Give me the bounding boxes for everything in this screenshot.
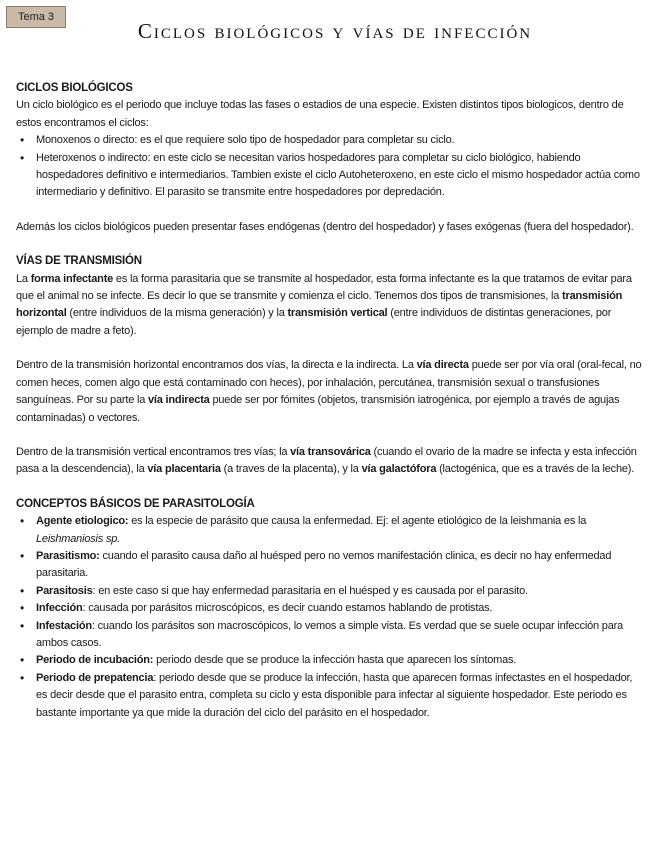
section-heading-conceptos: CONCEPTOS BÁSICOS DE PARASITOLOGÍA (16, 497, 255, 510)
document-body (16, 80, 642, 722)
list-item: • Heteroxenos o indirecto: en este ciclo se necesitan varios hospedadores para completar su ciclo biológico, habiendo hospedadores definitivo e intermediarios. Tambien existe el ciclo Autoheteroxeno, en este ciclo el mismo hospedador actúa como intermediario y definitivo. El parasito se transmite entre hospedadores por depredación. (16, 150, 642, 202)
conceptos-list (16, 513, 642, 722)
ciclos-list (16, 132, 642, 202)
list-item: • Agente etiologico: es la especie de parásito que causa la enfermedad. Ej: el agente etiológico de la leishmania es la Leishmaniosis sp. (16, 513, 642, 548)
list-item: • Monoxenos o directo: es el que requiere solo tipo de hospedador para completar su ciclo. (16, 132, 642, 149)
vias-paragraph-3: Dentro de la transmisión vertical encontramos tres vías; la vía transovárica (cuando el ovario de la madre se infecta y esta infección pasa a la descendencia), la vía placentaria (a traves de la placenta), y la vía galactófora (lactogénica, que es a través de la leche). (16, 445, 637, 476)
ciclos-intro: Un ciclo biológico es el periodo que incluye todas las fases o estadios de una especie. Existen distintos tipos biologicos, dentro de estos encontramos el ciclos: (16, 99, 624, 129)
list-item: • Periodo de incubación: periodo desde que se produce la infección hasta que aparecen los síntomas. (16, 652, 642, 669)
topic-tag: Tema 3 (6, 6, 66, 28)
section-heading-ciclos: CICLOS BIOLÓGICOS (16, 82, 133, 94)
list-item: • Infección: causada por parásitos microscópicos, es decir cuando estamos hablando de protistas. (16, 600, 642, 617)
ciclos-extra: Además los ciclos biológicos pueden presentar fases endógenas (dentro del hospedador) y fases exógenas (fuera del hospedador). (16, 220, 634, 233)
vias-paragraph-1: La forma infectante es la forma parasitaria que se transmite al hospedador, esta forma infectante es la que tratamos de evitar para que el animal no se infecte. Es decir lo que se transmite y comienza el ciclo. Tenemos dos tipos de transmisiones, la transmisión horizontal (entre individuos de la misma generación) y la transmisión vertical (entre individuos de distintas generaciones, por ejemplo de madre a feto). (16, 272, 632, 337)
section-heading-vias: VÍAS DE TRANSMISIÓN (16, 255, 142, 268)
vias-paragraph-2: Dentro de la transmisión horizontal encontramos dos vías, la directa e la indirecta. La vía directa puede ser por vía oral (oral-fecal, no comen heces, comen algo que está contaminado con heces), por inhalación, percutánea, transmisión sexual o transfusiones sanguíneas. Por su parte la vía indirecta puede ser por fómites (objetos, transmisión iatrogénica, por ejemplo a través de agujas contaminadas) o vectores. (16, 359, 642, 424)
list-item: • Parasitosis: en este caso si que hay enfermedad parasitaria en el huésped y es causada por el parasito. (16, 583, 642, 600)
list-item: • Parasitismo: cuando el parasito causa daño al huésped pero no vemos manifestación clinica, es decir no hay enfermedad parasitaria. (16, 548, 642, 583)
page-title: Ciclos biológicos y vías de infección (137, 19, 533, 43)
list-item: • Periodo de prepatencia: periodo desde que se produce la infección, hasta que aparecen formas infectastes en el hospedador, es decir desde que el parasito entra, completa su ciclo y esta disponible para infectar al siguiente hospedador. Este periodo es bastante importante ya que mide la duración del ciclo del parásito en el hospedador. (16, 670, 642, 722)
list-item: • Infestación: cuando los parásitos son macroscópicos, lo vemos a simple vista. Es verdad que se suele ocupar infección para ambos casos. (16, 618, 642, 653)
